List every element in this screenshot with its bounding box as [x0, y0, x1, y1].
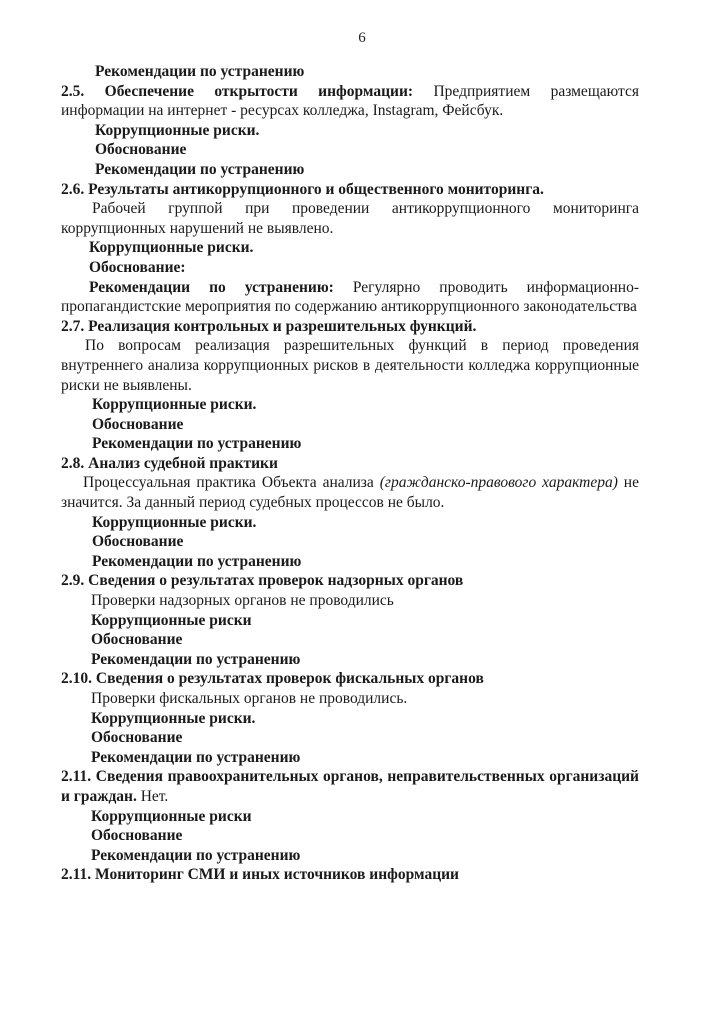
section-2-5-line-1 [61, 82, 639, 102]
section-2-8-text-a: Процессуальная практика Объекта анализа [83, 474, 380, 492]
risks-label: Коррупционные риски. [95, 121, 260, 139]
section-2-8-text-b: не значится. За данный период судебных процессов не было. [61, 474, 639, 512]
section-2-8-text [61, 473, 639, 512]
section-2-10-text: Проверки фискальных органов не проводились. [91, 690, 408, 707]
section-2-7-text: По вопросам реализация разрешительных функций в период проведения внутреннего анализа коррупционных рисков в деятельности колледжа коррупционные риски не выявлены. [61, 337, 639, 394]
section-2-8-heading: 2.8. Анализ судебной практики [61, 454, 278, 472]
section-2-9-heading: 2.9. Сведения о результатах проверок надзорных органов [61, 572, 464, 590]
section-2-6-rec-label: Рекомендации по устранению: [89, 278, 334, 296]
recommendations-label: Рекомендации по устранению [95, 63, 305, 80]
section-2-9-text: Проверки надзорных органов не проводились [91, 592, 394, 610]
risks-label: Коррупционные риски [91, 611, 252, 629]
section-2-6-heading: 2.6. Результаты антикоррупционного и общественного мониторинга. [61, 180, 544, 198]
section-2-11-a-answer: Нет. [136, 787, 169, 805]
section-2-8-text-italic: (гражданско-правового характера) [379, 474, 618, 492]
recommendations-label: Рекомендации по устранению [92, 435, 302, 453]
recommendations-label: Рекомендации по устранению [92, 552, 302, 570]
risks-label: Коррупционные риски. [92, 396, 257, 414]
page-number: 6 [358, 30, 366, 46]
section-2-5-text-2: информации на интернет - ресурсах колледжа, Instagram, Фейсбук. [61, 102, 504, 120]
basis-label: Обоснование [91, 827, 183, 845]
section-2-11-a-heading: 2.11. Сведения правоохранительных органов, неправительственных организаций и граждан. [61, 768, 639, 805]
recommendations-label: Рекомендации по устранению [91, 650, 301, 668]
basis-label: Обоснование [92, 415, 184, 433]
section-2-5-heading: 2.5. Обеспечение открытости информации: [61, 82, 414, 100]
section-2-10-heading: 2.10. Сведения о результатах проверок фискальных органов [61, 670, 484, 688]
section-2-6-text: Рабочей группой при проведении антикоррупционного мониторинга коррупционных нарушений не выявлено. [61, 200, 639, 237]
basis-label: Обоснование [91, 729, 183, 747]
document-body [61, 62, 639, 885]
basis-label: Обоснование [95, 141, 187, 159]
recommendations-label: Рекомендации по устранению [95, 160, 305, 178]
basis-label: Обоснование [92, 533, 184, 551]
recommendations-label: Рекомендации по устранению [91, 748, 301, 766]
section-2-11-a [61, 767, 639, 806]
section-2-11-b-heading: 2.11. Мониторинг СМИ и иных источников информации [61, 866, 459, 884]
basis-label: Обоснование [91, 631, 183, 649]
risks-label: Коррупционные риски [91, 807, 252, 825]
risks-label: Коррупционные риски. [89, 239, 254, 257]
recommendations-label: Рекомендации по устранению [91, 846, 301, 864]
section-2-5-text-1: Предприятием размещаются [413, 82, 639, 100]
section-2-7-heading: 2.7. Реализация контрольных и разрешительных функций. [61, 317, 477, 335]
section-2-6-recommendation [61, 278, 639, 317]
basis-label: Обоснование: [89, 258, 186, 276]
section-2-6-rec-text: Регулярно проводить информационно-пропагандистские мероприятия по содержанию антикоррупционного законодательства [61, 278, 639, 316]
risks-label: Коррупционные риски. [91, 709, 256, 727]
risks-label: Коррупционные риски. [92, 513, 257, 531]
